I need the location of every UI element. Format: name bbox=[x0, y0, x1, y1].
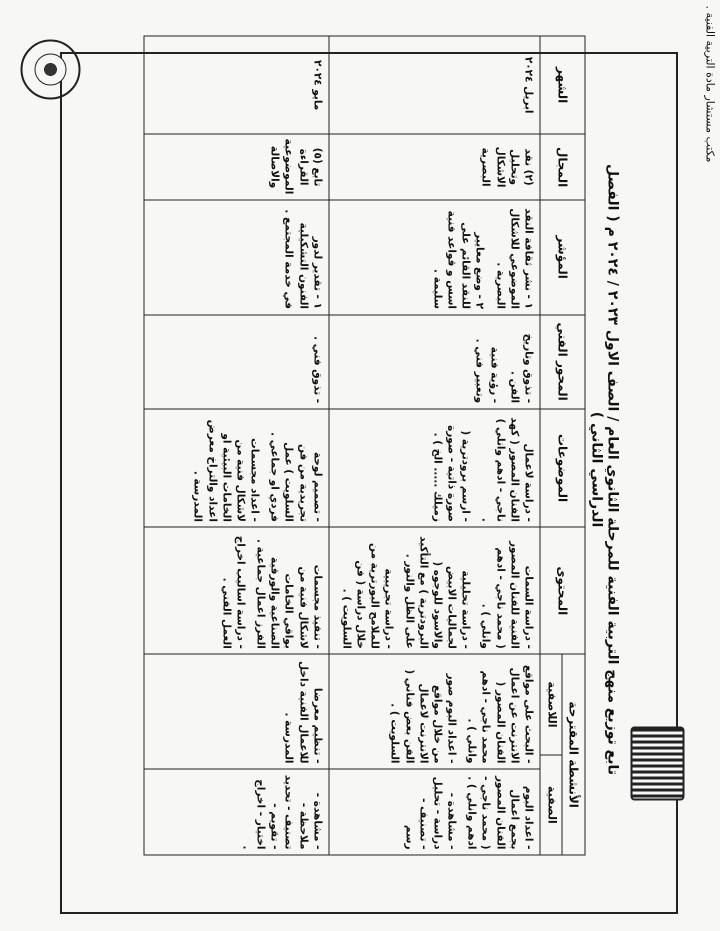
header-classroom: الصفية bbox=[540, 754, 561, 854]
cell-axis: - تذوق فني . bbox=[143, 315, 328, 409]
cell-month: ابريل ٢٠٢٤ bbox=[328, 36, 539, 134]
cell-indicator: ١ - نشر ثقافة النقد الموضوعي للاشكال البصرية . ٢ - وضع معايير للنقد القائم على اسس و قواعد فنية سليمة . bbox=[328, 200, 539, 315]
cell-month: مايو ٢٠٢٤ bbox=[143, 36, 328, 134]
cell-content: - دراسة السمات الفنية للفنان المصور ( محمد ناجي - ادهم وانلي ) . - دراسة تحليلية لجماليات الابيض والاسود للوجوه ( البرودترية ) مع التأكيد على الظل والنور . - دراسة تجريبية للملامح البورترية من خلال دراسة ( فن السلويت ) . bbox=[328, 527, 539, 654]
cell-indicator: ١ - تقدير لدور الفنون التشكيلية في خدمة المجتمع . bbox=[143, 200, 328, 315]
header-nonclassroom: اللاصفية bbox=[544, 681, 558, 728]
cell-nonclassroom: - تنظيم معرضا للاعمال الفنية داخل المدرسة . bbox=[143, 654, 328, 769]
header-content: المحتوى bbox=[539, 527, 584, 654]
curriculum-table bbox=[143, 36, 585, 856]
ministry-seal-icon bbox=[20, 40, 80, 100]
page-title: تابع توزيع منهج التربية الفنية للمرحلة الثانوي العام / الصف الاول ٢٠٢٣ / ٢٠٢٤ م ( الفصل الدراسي الثاني ) bbox=[588, 164, 620, 775]
header-topics: الموضوعات bbox=[539, 409, 584, 528]
cell-domain: تابع (٥) القراءة الموضوعية والاصالة bbox=[143, 134, 328, 200]
ministry-logo-icon bbox=[630, 727, 684, 801]
header-domain: المجال bbox=[539, 134, 584, 200]
footer-office: مكتب مستشار مادة التربية الفنية . bbox=[703, 5, 716, 163]
cell-content: - تنفيذ مجسمات لاشكال فنية من بواقي الخامات الصناعية والورقية الفرز اعمال جماعية . - دراسة اساليب اخراج العمل الفني . bbox=[143, 527, 328, 654]
header-activities: الأنشطة المقترحة الصفية اللاصفية bbox=[539, 654, 584, 855]
table-row bbox=[143, 36, 328, 855]
cell-classroom: - مشاهدة - ملاحظة - تصنيف - تحديد - تقويم - اختيار - اخراج . bbox=[143, 769, 328, 855]
cell-classroom: - اعداد البوم بجمع اعمال الفنان المصور ( محمد ناجي - ادهم وانلي ) . - مشاهدة - دراسة - تحليل - تصنيف - رسم bbox=[328, 769, 539, 855]
header-axis: المحور الفني bbox=[539, 315, 584, 409]
table-row bbox=[328, 36, 539, 855]
cell-nonclassroom: - البحث على مواقع الانترنت عن اعمال الفنان المصور ( محمد ناجي - ادهم وانلي ) . - اعداد البوم صور من خلال مواقع الانترنت لاعمال الفن بعض فناني ( السلويت ) . bbox=[328, 654, 539, 769]
cell-domain: (٢) نقد وتحليل الاشكال البصرية bbox=[328, 134, 539, 200]
cell-topics: - تصميم لوحة تجريدية من فن السلويت ) عمل فردي او جماعي . - اعداد مجسمات لاشكال فنية من الخامات البيئية او اعداد والتراخ معرض المدرسة . bbox=[143, 409, 328, 528]
header-indicator: المؤشر bbox=[539, 200, 584, 315]
cell-axis: - تذوق وتاريخ الفن . - رؤية فنية وتعبير فني . bbox=[328, 315, 539, 409]
header-month: الشهر bbox=[539, 36, 584, 134]
header-row bbox=[539, 36, 584, 855]
cell-topics: - دراسة لاعمال الفنان المصور ( كهد ناجي - ادهم وانلي ) . - ارسم برودترية ( صورة ذاتية - صورة زميلك ..... الخ ) . bbox=[328, 409, 539, 528]
